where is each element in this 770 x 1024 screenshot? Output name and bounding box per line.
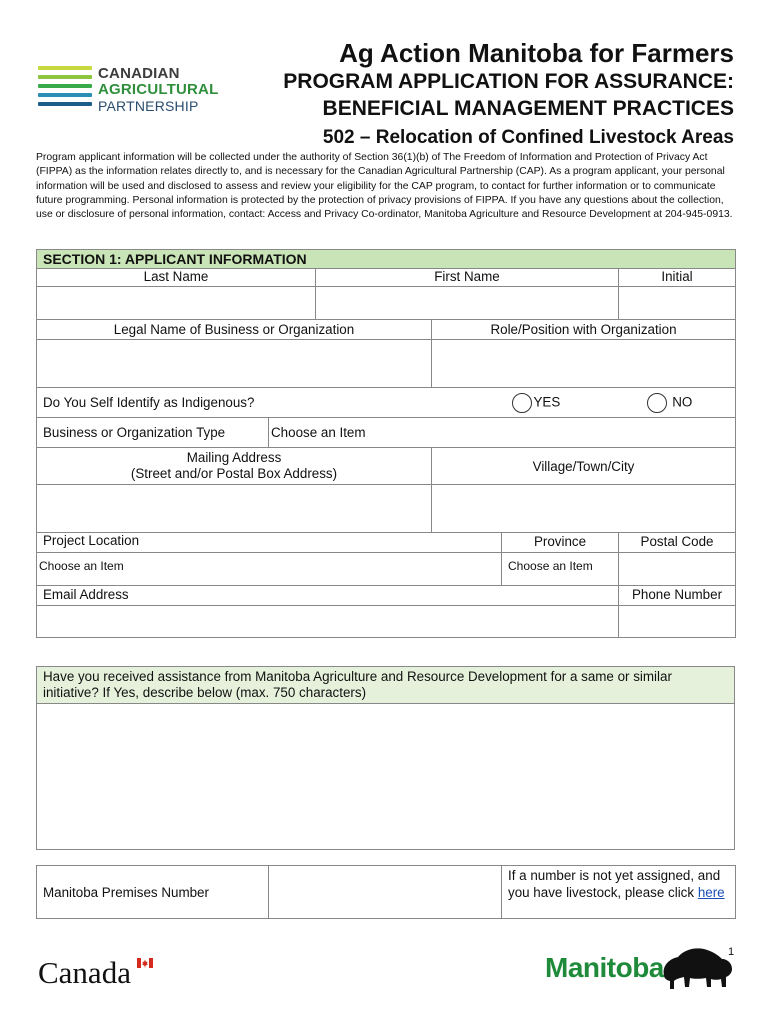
postal-code-label: Postal Code [619,533,736,553]
page-subtitle-2: BENEFICIAL MANAGEMENT PRACTICES [322,97,734,120]
page-subtitle-3: 502 – Relocation of Confined Livestock Areas [322,127,734,148]
indigenous-no-option[interactable] [619,388,736,418]
indigenous-question: Do You Self Identify as Indigenous? [37,388,502,418]
logo-bar [38,84,92,88]
manitoba-wordmark: Manitoba [545,952,664,983]
role-label: Role/Position with Organization [432,320,736,340]
page-subtitle-1: PROGRAM APPLICATION FOR ASSURANCE: [283,70,734,93]
applicant-info-table [36,249,736,638]
page-number: 1 [728,946,735,958]
assistance-description-input[interactable] [37,704,735,850]
project-location-select[interactable]: Choose an Item [37,553,502,586]
no-radio[interactable] [647,393,667,413]
legal-name-label: Legal Name of Business or Organization [37,320,432,340]
province-select[interactable]: Choose an Item [502,553,619,586]
last-name-label: Last Name [37,269,316,287]
logo-line-1: CANADIAN [98,65,180,82]
premises-note [502,866,736,919]
logo-line-3: PARTNERSHIP [98,98,199,114]
indigenous-yes-option[interactable] [502,388,619,418]
title-block [283,38,734,150]
email-input[interactable] [37,606,619,638]
premises-note-text: If a number is not yet assigned, and you have livestock, please click [508,868,721,900]
premises-label: Manitoba Premises Number [37,866,269,919]
premises-number-input[interactable] [269,866,502,919]
canada-flag-icon [137,958,153,968]
first-name-label: First Name [316,269,619,287]
mailing-address-input[interactable] [37,485,432,533]
logo-bar [38,66,92,70]
phone-label: Phone Number [619,586,736,606]
no-label: NO [672,394,693,410]
logo-bar [38,102,92,106]
org-type-select[interactable]: Choose an Item [269,418,736,448]
mailing-address-label [37,448,432,485]
bison-icon [660,945,736,993]
postal-code-input[interactable] [619,553,736,586]
logo-line-2: AGRICULTURAL [98,81,219,98]
role-input[interactable] [432,340,736,388]
last-name-input[interactable] [37,287,316,320]
org-type-label: Business or Organization Type [37,418,269,448]
assistance-question: Have you received assistance from Manitoba Agriculture and Resource Development for a same or similar initiative? If Yes, describe below (max. 750 characters) [37,667,735,704]
logo-bar [38,75,92,79]
first-name-input[interactable] [316,287,619,320]
canada-wordmark: Canada [38,955,131,990]
village-label: Village/Town/City [432,448,736,485]
section-1-heading: SECTION 1: APPLICANT INFORMATION [37,250,736,269]
initial-input[interactable] [619,287,736,320]
assistance-table [36,666,735,850]
village-input[interactable] [432,485,736,533]
project-location-label: Project Location [37,533,502,553]
phone-input[interactable] [619,606,736,638]
initial-label: Initial [619,269,736,287]
yes-radio[interactable] [512,393,532,413]
premises-here-link[interactable]: here [697,885,725,900]
yes-label: YES [533,394,561,410]
premises-table [36,865,736,919]
mailing-address-line-1: Mailing Address [186,450,282,465]
logo-bar [38,93,92,97]
mailing-address-line-2: (Street and/or Postal Box Address) [130,466,338,481]
cap-logo [38,62,219,122]
legal-name-input[interactable] [37,340,432,388]
email-label: Email Address [37,586,619,606]
page-title: Ag Action Manitoba for Farmers [339,38,734,68]
privacy-notice: Program applicant information will be collected under the authority of Section 36(1)(b) of The Freedom of Information and Protection of Privacy Act (FIPPA) as the information relates directly to, and is necessary for the Canadian Agricultural Partnership (CAP). As a program applicant, your personal information will be used and disclosed to assess and review your eligibility for the CAP program, to contact for further information or to communicate future programming. Personal information is protected by the protection of privacy provisions of FIPPA. If you have any questions about the collection, use or disclosure of personal information, contact: Access and Privacy Co-ordinator, Manitoba Agriculture and Resource Development at 204-945-0913. [36,152,733,221]
province-label: Province [502,533,619,553]
